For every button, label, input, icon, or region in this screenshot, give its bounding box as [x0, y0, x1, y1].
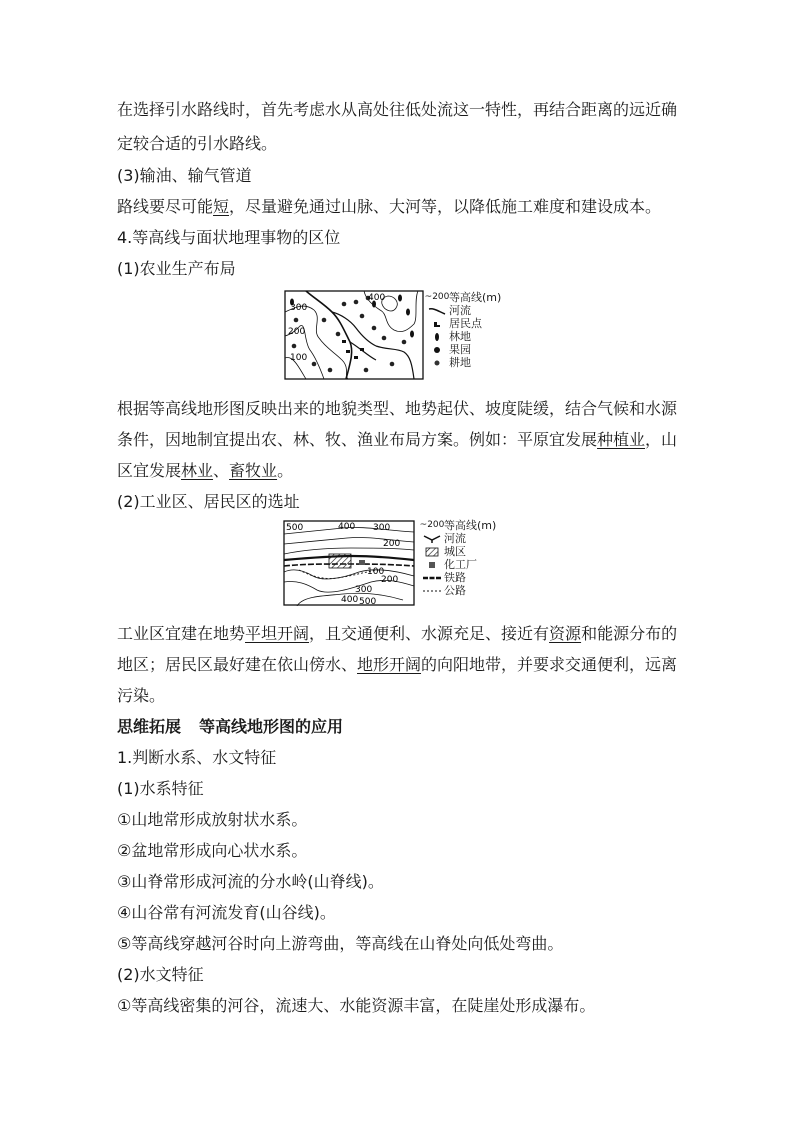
factory-symbol	[359, 560, 365, 565]
legend-contour: ~200 等高线(m)	[424, 291, 502, 304]
text-span: 思维拓展	[117, 717, 182, 736]
text-span: ，且交通便利、水源充足、接近有	[309, 624, 550, 643]
river-symbol-icon	[425, 306, 449, 316]
legend-settlement: 居民点	[425, 317, 501, 330]
industry-contour-map	[283, 520, 415, 606]
contour-label: 300	[373, 523, 391, 533]
text-span: 的向阳地带，并要求交通便利，远离	[421, 655, 678, 674]
contour-label: 100	[367, 567, 385, 577]
text-span: ，尽量避免通过山脉、大河等，以降低施工难度和建设成本。	[229, 197, 662, 216]
underlined-term: 种植业	[597, 430, 646, 449]
contour-label: 300	[355, 585, 373, 595]
text-span: 。	[277, 461, 294, 480]
map2-legend	[420, 519, 496, 597]
road-symbol-icon	[420, 586, 444, 596]
contour-label: 100	[290, 353, 308, 363]
farmland-symbol-icon	[425, 358, 449, 368]
underlined-term: 林业	[181, 461, 214, 480]
underlined-term: 畜牧业	[229, 461, 278, 480]
orchard-symbol-icon	[425, 345, 449, 355]
map1-legend	[425, 291, 501, 369]
list-item: ①山地常形成放射状水系。	[117, 810, 308, 829]
legend-forest: 林地	[425, 330, 501, 343]
paragraph-line: 根据等高线地形图反映出来的地貌类型、地势起伏、坡度陡缓，结合气候和水源	[117, 399, 678, 418]
river-symbol-icon	[420, 534, 444, 544]
subsection-heading: (2)工业区、居民区的选址	[117, 492, 300, 511]
contour-label: 200	[381, 575, 399, 585]
list-item: ②盆地常形成向心状水系。	[117, 841, 308, 860]
contour-symbol-icon: ~200	[419, 520, 445, 530]
contour-label: 500	[359, 597, 377, 606]
legend-factory: 化工厂	[420, 558, 496, 571]
text-span: 和能源分布的	[581, 624, 678, 643]
list-item: ③山脊常形成河流的分水岭(山脊线)。	[117, 872, 384, 891]
list-item: ①等高线密集的河谷，流速大、水能资源丰富，在陡崖处形成瀑布。	[117, 996, 596, 1015]
underlined-term: 地形开阔	[357, 655, 422, 674]
paragraph-line: 污染。	[117, 686, 166, 705]
text-span: 、	[213, 461, 230, 480]
contour-label: 500	[286, 523, 304, 533]
contour-label: 400	[341, 595, 359, 605]
railway-symbol-icon	[420, 573, 444, 583]
city-area	[329, 554, 351, 568]
subsection-heading: (1)农业生产布局	[117, 259, 236, 278]
legend-orchard: 果园	[425, 343, 501, 356]
legend-farmland: 耕地	[425, 356, 501, 369]
paragraph-line	[117, 430, 677, 450]
legend-railway: 铁路	[420, 571, 496, 584]
contour-label: 400	[338, 522, 356, 532]
city-symbol-icon	[420, 547, 444, 557]
legend-city: 城区	[420, 545, 496, 558]
forest-symbol-icon	[425, 331, 449, 343]
paragraph-line: 在选择引水路线时，首先考虑水从高处往低处流这一特性，再结合距离的远近确	[117, 100, 678, 119]
text-span: 等高线地形图的应用	[199, 717, 344, 736]
underlined-term: 短	[213, 197, 230, 216]
list-item: ④山谷常有河流发育(山谷线)。	[117, 903, 336, 922]
legend-river: 河流	[425, 304, 501, 317]
subsection-heading: (2)水文特征	[117, 965, 204, 984]
underlined-term: 资源	[549, 624, 582, 643]
text-span: ，山	[645, 430, 678, 449]
contour-label: 200	[288, 327, 306, 337]
text-span: 路线要尽可能	[117, 197, 214, 216]
paragraph-line	[117, 461, 293, 481]
section-heading: 1.判断水系、水文特征	[117, 748, 277, 767]
paragraph-line	[117, 197, 661, 217]
legend-river: 河流	[420, 532, 496, 545]
text-span: 地区；居民区最好建在依山傍水、	[117, 655, 358, 674]
paragraph-line: 定较合适的引水路线。	[117, 134, 278, 153]
paragraph-line	[117, 655, 677, 675]
section-heading: (3)输油、输气管道	[117, 166, 252, 185]
thinking-extension-heading	[117, 717, 343, 737]
legend-contour: ~200 等高线(m)	[419, 519, 497, 532]
contour-label: 300	[290, 303, 308, 313]
legend-road: 公路	[420, 584, 496, 597]
contour-label: 400	[368, 293, 386, 303]
text-span: 条件，因地制宜提出农、林、牧、渔业布局方案。例如：平原宜发展	[117, 430, 598, 449]
contour-symbol-icon: ~200	[424, 292, 450, 302]
subsection-heading: (1)水系特征	[117, 779, 204, 798]
underlined-term: 平坦开阔	[245, 624, 310, 643]
contour-label: 200	[383, 539, 401, 549]
text-span: 工业区宜建在地势	[117, 624, 246, 643]
list-item: ⑤等高线穿越河谷时向上游弯曲，等高线在山脊处向低处弯曲。	[117, 934, 564, 953]
section-heading: 4.等高线与面状地理事物的区位	[117, 228, 341, 247]
settlement-symbol-icon	[425, 319, 449, 329]
factory-symbol-icon	[420, 560, 444, 570]
agriculture-contour-map	[284, 290, 424, 380]
paragraph-line	[117, 624, 677, 644]
text-span: 区宜发展	[117, 461, 182, 480]
